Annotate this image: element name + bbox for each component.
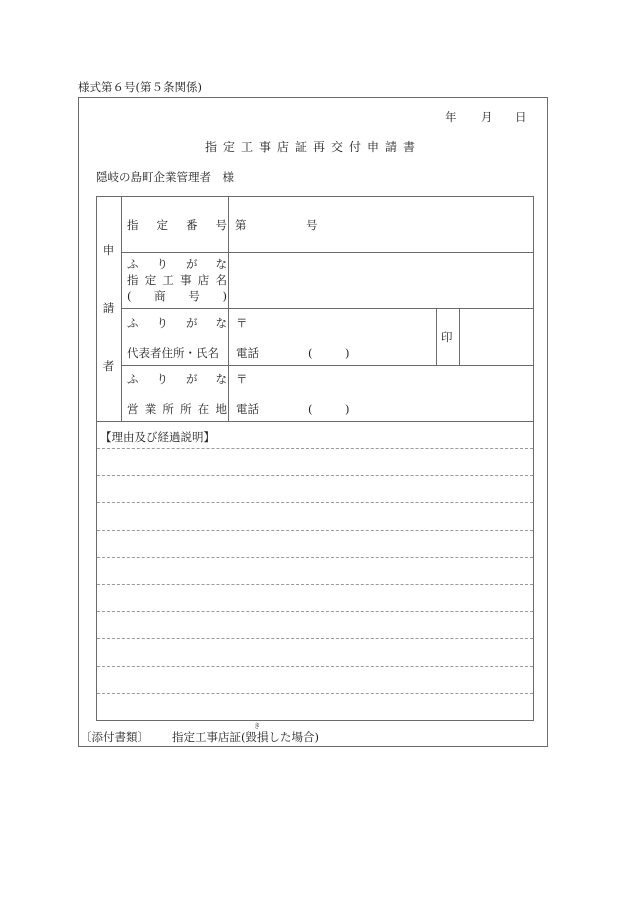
shop-name-field[interactable] [230, 254, 532, 306]
label-char: り [156, 372, 168, 386]
shop-trade-name-label [127, 289, 227, 303]
table-divider-seal-left [436, 308, 437, 365]
label-char: 定 [144, 273, 157, 287]
label-char: 号 [188, 289, 200, 303]
label-char: 指 [127, 273, 139, 287]
reason-write-line[interactable] [97, 475, 533, 476]
office-furigana-label [127, 372, 227, 386]
label-char: ふ [127, 257, 139, 271]
reason-write-line[interactable] [97, 611, 533, 612]
applicant-label-char-1: 申 [102, 243, 115, 257]
label-char: 営 [127, 402, 139, 416]
reason-write-line[interactable] [97, 530, 533, 531]
seal-box[interactable] [460, 309, 532, 364]
date-month-label: 月 [481, 110, 493, 124]
shop-name-furigana-label [127, 257, 227, 271]
representative-address-name-label: 代表者住所・氏名 [127, 346, 219, 360]
seal-label: 印 [441, 330, 453, 344]
label-char: な [215, 316, 227, 330]
table-row-divider-1 [121, 252, 533, 253]
reason-write-line[interactable] [97, 693, 533, 694]
label-char: 番 [186, 218, 198, 232]
table-row-divider-3 [121, 365, 533, 366]
representative-phone-close-paren: ) [345, 346, 350, 360]
attachments-label: 〔添付書類〕 [80, 730, 149, 744]
label-char: り [156, 316, 168, 330]
reason-heading: 【理由及び経過説明】 [100, 430, 215, 444]
applicant-label-char-3: 者 [102, 359, 115, 373]
addressee: 隠岐の島町企業管理者 様 [96, 170, 234, 184]
representative-postal-mark: 〒 [236, 316, 248, 330]
date-year-label: 年 [445, 110, 457, 124]
representative-phone-open-paren: ( [308, 346, 313, 360]
attachments-ruby: き [254, 723, 261, 730]
reason-write-line[interactable] [97, 584, 533, 585]
label-char: が [186, 372, 198, 386]
label-char: ふ [127, 316, 139, 330]
office-postal-mark: 〒 [236, 372, 248, 386]
office-address-field[interactable] [250, 368, 530, 390]
reason-write-line[interactable] [97, 448, 533, 449]
designation-number-label [127, 218, 227, 232]
label-char: 事 [180, 273, 192, 287]
label-char: 商 [154, 289, 166, 303]
label-char: ふ [127, 372, 139, 386]
designation-number-field[interactable] [250, 200, 300, 248]
date-day-label: 日 [515, 110, 527, 124]
label-char: が [186, 316, 198, 330]
office-phone-close-paren: ) [345, 402, 350, 416]
form-title: 指定工事店証再交付申請書 [204, 140, 421, 154]
representative-furigana-label [127, 316, 227, 330]
label-char: 名 [215, 273, 227, 287]
label-char: 工 [162, 273, 174, 287]
office-location-label [127, 402, 227, 416]
label-char: な [215, 257, 227, 271]
label-char: が [186, 257, 198, 271]
label-char: 定 [156, 218, 168, 232]
table-row-divider-4 [97, 421, 533, 422]
shop-name-label [127, 273, 227, 287]
reason-write-line[interactable] [97, 638, 533, 639]
designation-number-prefix: 第 [235, 218, 247, 232]
office-phone-open-paren: ( [308, 402, 313, 416]
applicant-label-char-2: 請 [102, 301, 115, 315]
label-char: 所 [180, 402, 192, 416]
label-char: な [215, 372, 227, 386]
form-code: 様式第６号(第５条関係) [78, 80, 202, 94]
label-char: 業 [144, 402, 157, 416]
label-char: ) [222, 289, 227, 303]
reason-write-line[interactable] [97, 666, 533, 667]
attachments-item: 指定工事店証(毀損した場合) [172, 730, 319, 744]
representative-address-field[interactable] [250, 312, 430, 334]
label-char: 在 [197, 402, 210, 416]
label-char: ( [127, 289, 132, 303]
representative-phone-label: 電話 [236, 346, 259, 360]
office-phone-label: 電話 [236, 402, 259, 416]
reason-write-line[interactable] [97, 557, 533, 558]
reason-write-line[interactable] [97, 502, 533, 503]
label-char: 指 [127, 218, 139, 232]
label-char: 地 [215, 402, 227, 416]
label-char: 号 [215, 218, 227, 232]
label-char: り [156, 257, 168, 271]
designation-number-suffix: 号 [306, 218, 318, 232]
label-char: 店 [197, 273, 210, 287]
label-char: 所 [162, 402, 174, 416]
